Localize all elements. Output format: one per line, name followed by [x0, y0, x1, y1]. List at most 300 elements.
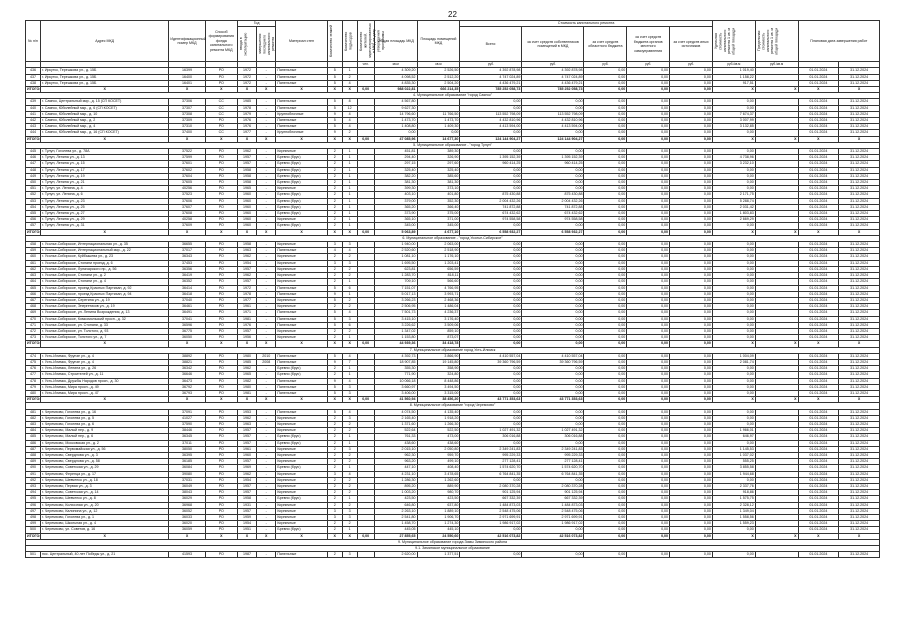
table-cell: 0,00: [584, 130, 627, 136]
table-cell: 469: [26, 310, 41, 316]
table-cell: 2 541,80: [374, 515, 417, 521]
table-cell: 2: [342, 459, 357, 465]
table-cell: 0,00: [712, 316, 755, 322]
table-cell: 0,00: [627, 173, 670, 179]
table-cell: 2: [327, 335, 342, 341]
table-cell: 0,00: [584, 279, 627, 285]
table-cell: РО: [205, 180, 237, 186]
table-cell: РО: [205, 477, 237, 483]
table-cell: X: [205, 229, 237, 235]
table-cell: 2 063,00: [417, 242, 460, 248]
table-cell: 0,00: [712, 415, 755, 421]
table-cell: 4: [342, 310, 357, 316]
table-cell: РО: [205, 248, 237, 254]
table-cell: 0,00: [522, 248, 584, 254]
table-cell: 0,00: [460, 366, 522, 372]
table-cell: 1965: [237, 186, 256, 192]
table-cell: 1 145,53: [712, 446, 755, 452]
table-cell: Бревно (брус): [276, 496, 327, 502]
table-cell: -: [257, 496, 276, 502]
table-cell: 0,00: [712, 552, 755, 558]
table-cell: -: [257, 68, 276, 74]
header-ident: Идентификационный номер МКД: [169, 21, 205, 62]
table-cell: 2: [327, 496, 342, 502]
table-cell: г. Иркутск, Терешкова ул., д. 15Б: [40, 68, 168, 74]
table-cell: 0,00: [670, 434, 713, 440]
table-cell: Панельные: [276, 105, 327, 111]
table-cell: 0,00: [460, 341, 522, 347]
table-cell: 10 066,18: [374, 378, 417, 384]
table-cell: Бревно (брус): [276, 434, 327, 440]
table-cell: Бревно (брус): [276, 204, 327, 210]
table-cell: 0,00: [627, 124, 670, 130]
table-cell: Кирпичные: [276, 242, 327, 248]
table-cell: 01.01.2024: [798, 310, 839, 316]
table-cell: 0,00: [584, 409, 627, 415]
table-cell: 0,00: [627, 279, 670, 285]
table-cell: 40258: [169, 217, 205, 223]
table-cell: 454: [26, 204, 41, 210]
table-cell: 2: [342, 304, 357, 310]
table-cell: 37590: [169, 421, 205, 427]
table-cell: 465: [26, 285, 41, 291]
table-cell: 859,10: [417, 328, 460, 334]
table-cell: 3 660,97: [374, 384, 417, 390]
table-cell: 0,00: [584, 161, 627, 167]
table-cell: 918,86: [712, 490, 755, 496]
table-cell: 358,90: [417, 366, 460, 372]
table-cell: 1 940,00: [374, 242, 417, 248]
table-cell: г. Черемхово, ул. Советов, д. 16: [40, 527, 168, 533]
page-number: 22: [448, 10, 457, 19]
table-cell: 1: [342, 155, 357, 161]
table-cell: 2: [327, 527, 342, 533]
table-cell: РО: [205, 366, 237, 372]
table-cell: X: [205, 87, 237, 93]
table-cell: 0,00: [670, 211, 713, 217]
table-cell: 0,00: [460, 167, 522, 173]
table-cell: -: [257, 149, 276, 155]
table-cell: РО: [205, 297, 237, 303]
table-cell: 0,00: [670, 130, 713, 136]
table-cell: -: [257, 378, 276, 384]
table-cell: 499,10: [417, 459, 460, 465]
table-cell: X: [839, 136, 880, 142]
table-cell: 0,00: [712, 260, 755, 266]
table-cell: 1958: [237, 242, 256, 248]
table-cell: 37306: [169, 99, 205, 105]
table-cell: 1 266,30: [417, 421, 460, 427]
program-table-sheet: [25, 20, 880, 558]
table-cell: 39 360 796,59: [522, 359, 584, 365]
table-cell: РО: [205, 459, 237, 465]
table-cell: 31.12.2024: [839, 465, 880, 471]
table-cell: 124 144 904,27: [522, 136, 584, 142]
table-cell: 4 392 878,98: [522, 68, 584, 74]
table-cell: 01.01.2024: [798, 484, 839, 490]
table-cell: 381,30: [417, 180, 460, 186]
table-cell: 37040: [169, 297, 205, 303]
table-cell: 0,00: [584, 452, 627, 458]
table-cell: 0,00: [627, 217, 670, 223]
table-cell: 457: [26, 223, 41, 229]
table-cell: 36345: [169, 434, 205, 440]
table-cell: 0,00: [712, 322, 755, 328]
table-cell: 0,00: [670, 496, 713, 502]
table-cell: 3: [342, 552, 357, 558]
table-cell: 352,30: [417, 198, 460, 204]
table-cell: 36352: [169, 279, 205, 285]
table-cell: 0,00: [584, 434, 627, 440]
table-cell: -: [257, 167, 276, 173]
table-cell: 3: [342, 384, 357, 390]
table-cell: 1956: [237, 335, 256, 341]
table-cell: X: [712, 341, 755, 347]
table-cell: 3: [327, 471, 342, 477]
table-cell: 0,00: [357, 229, 374, 235]
table-cell: г. Саянск, Юбилейный мкр., д. 2: [40, 118, 168, 124]
table-cell: 326,90: [417, 155, 460, 161]
table-cell: РО: [205, 428, 237, 434]
table-cell: 555,25: [712, 459, 755, 465]
table-cell: 0,00: [584, 421, 627, 427]
table-cell: 1 803,83: [712, 211, 755, 217]
table-cell: г. Усолье-Сибирское, Серегина ул., д. 19: [40, 297, 168, 303]
table-cell: Кирпичные: [276, 186, 327, 192]
table-cell: 1 473,70: [417, 118, 460, 124]
table-cell: 1971: [237, 310, 256, 316]
table-cell: 31.12.2024: [839, 223, 880, 229]
table-cell: 0,00: [627, 161, 670, 167]
table-cell: 0,00: [460, 260, 522, 266]
table-cell: 31.12.2024: [839, 372, 880, 378]
table-cell: 0,00: [584, 465, 627, 471]
table-cell: 37523: [169, 192, 205, 198]
table-cell: -: [257, 285, 276, 291]
table-cell: 485: [26, 434, 41, 440]
table-cell: 495: [26, 496, 41, 502]
table-cell: 0,00: [670, 118, 713, 124]
table-cell: X: [205, 341, 237, 347]
table-cell: 0,00: [627, 155, 670, 161]
table-cell: X: [755, 87, 798, 93]
table-cell: 1 906,70: [417, 515, 460, 521]
table-cell: 2 165,40: [374, 415, 417, 421]
table-cell: Бревно (брус): [276, 223, 327, 229]
table-cell: 1: [342, 198, 357, 204]
table-cell: 31.12.2024: [839, 421, 880, 427]
table-cell: СС: [205, 99, 237, 105]
table-cell: г. Усолье-Сибирское, Куйбышева ул., д. 23: [40, 254, 168, 260]
table-cell: 0,00: [522, 223, 584, 229]
table-cell: 01.01.2024: [798, 80, 839, 86]
table-cell: РО: [205, 384, 237, 390]
table-cell: 741 872,88: [522, 204, 584, 210]
table-cell: 785 252 058,73: [460, 87, 522, 93]
table-cell: 455: [26, 211, 41, 217]
table-cell: 0,00: [522, 99, 584, 105]
table-cell: 1: [342, 167, 357, 173]
table-cell: 0,00: [670, 192, 713, 198]
table-cell: 0,00: [584, 180, 627, 186]
table-cell: 1: [342, 279, 357, 285]
table-cell: -: [257, 279, 276, 285]
table-cell: 9: [327, 359, 342, 365]
table-cell: Бревно (брус): [276, 527, 327, 533]
table-cell: 3 007,99: [712, 118, 755, 124]
table-cell: 0,00: [670, 167, 713, 173]
table-cell: 38043: [169, 490, 205, 496]
table-cell: 0,00: [670, 421, 713, 427]
table-cell: 0,00: [522, 477, 584, 483]
table-cell: 2: [327, 273, 342, 279]
table-cell: -: [257, 304, 276, 310]
table-cell: 450: [26, 180, 41, 186]
table-cell: 1954: [237, 521, 256, 527]
table-cell: 0,00: [584, 384, 627, 390]
table-cell: 0,00: [584, 248, 627, 254]
table-cell: 0,00: [670, 155, 713, 161]
table-cell: г. Черемхово, Первомайская ул., д. 56: [40, 446, 168, 452]
table-cell: 5: [327, 105, 342, 111]
table-cell: 7: [342, 359, 357, 365]
table-cell: 27 855,65: [374, 533, 417, 539]
table-cell: 486: [26, 440, 41, 446]
table-cell: X: [798, 341, 839, 347]
table-cell: 481: [26, 409, 41, 415]
table-cell: 0,00: [584, 167, 627, 173]
table-cell: 1972: [237, 68, 256, 74]
table-cell: 0,00: [627, 390, 670, 396]
table-cell: 0,00: [460, 372, 522, 378]
table-cell: X: [755, 229, 798, 235]
table-cell: 1957: [237, 328, 256, 334]
table-cell: 01.01.2024: [798, 384, 839, 390]
table-cell: 01.01.2024: [798, 477, 839, 483]
table-cell: 0,00: [627, 459, 670, 465]
table-cell: 472: [26, 328, 41, 334]
table-cell: 4: [342, 471, 357, 477]
table-cell: 0,00: [627, 465, 670, 471]
table-cell: 01.01.2024: [798, 173, 839, 179]
table-cell: Кирпичные: [276, 484, 327, 490]
table-cell: X: [257, 533, 276, 539]
section-title: 9.1. Зиминское муниципальное образование: [26, 546, 880, 552]
table-cell: 37608: [169, 211, 205, 217]
table-cell: 2008: [257, 359, 276, 365]
table-cell: 1 081,10: [374, 254, 417, 260]
table-cell: 1: [342, 192, 357, 198]
table-cell: 01.01.2024: [798, 105, 839, 111]
table-cell: 1953: [237, 409, 256, 415]
table-cell: 2 526,50: [417, 68, 460, 74]
table-cell: 1985: [237, 99, 256, 105]
table-cell: г. Черемхово, Свердлова ул., д. 58: [40, 459, 168, 465]
table-cell: 0,00: [712, 266, 755, 272]
table-cell: X: [237, 397, 256, 403]
table-cell: 0,00: [627, 366, 670, 372]
table-cell: 0,00: [670, 335, 713, 341]
table-cell: 01.01.2024: [798, 353, 839, 359]
table-cell: 2: [327, 490, 342, 496]
table-cell: 3 509,06: [417, 322, 460, 328]
table-cell: 3 266,23: [374, 297, 417, 303]
table-cell: 0,00: [670, 508, 713, 514]
table-cell: 0,00: [460, 316, 522, 322]
table-cell: 500: [26, 527, 41, 533]
table-cell: РО: [205, 273, 237, 279]
table-cell: X: [237, 533, 256, 539]
table-cell: РО: [205, 124, 237, 130]
table-cell: 6: [342, 322, 357, 328]
table-cell: -: [257, 266, 276, 272]
table-cell: 2: [327, 211, 342, 217]
table-cell: 0,00: [712, 366, 755, 372]
table-cell: 31.12.2024: [839, 242, 880, 248]
table-cell: [755, 552, 798, 558]
table-cell: 475: [26, 359, 41, 365]
table-cell: 01.01.2024: [798, 378, 839, 384]
table-cell: 37599: [169, 155, 205, 161]
table-cell: 2: [342, 521, 357, 527]
table-cell: 9: [327, 291, 342, 297]
table-cell: 674 432,62: [460, 211, 522, 217]
table-cell: -: [257, 465, 276, 471]
table-cell: 37308: [169, 111, 205, 117]
table-cell: 2: [327, 440, 342, 446]
table-cell: 0,00: [460, 477, 522, 483]
table-cell: 4 392,73: [374, 353, 417, 359]
table-cell: 0,00: [522, 149, 584, 155]
table-cell: 3: [342, 390, 357, 396]
table-cell: Бревно (брус): [276, 440, 327, 446]
table-cell: 1: [342, 211, 357, 217]
table-cell: X: [755, 341, 798, 347]
table-cell: 2 548 475,06: [522, 508, 584, 514]
table-cell: г. Черемхово, Свердлова ул., д. 3: [40, 452, 168, 458]
table-cell: 501: [26, 552, 41, 558]
table-cell: 0,00: [627, 130, 670, 136]
table-cell: 7 674,37: [712, 111, 755, 117]
table-cell: 31.12.2024: [839, 273, 880, 279]
table-cell: 0,00: [460, 273, 522, 279]
table-cell: 37310: [169, 124, 205, 130]
table-cell: 1951: [237, 527, 256, 533]
table-cell: г. Тулун, Ленина ул., д. 25: [40, 204, 168, 210]
table-cell: 37031: [169, 477, 205, 483]
table-cell: 37307: [169, 105, 205, 111]
table-cell: 499: [26, 521, 41, 527]
table-cell: 0,00: [584, 124, 627, 130]
table-cell: 38892: [169, 353, 205, 359]
table-cell: 959,70: [417, 452, 460, 458]
table-cell: 467: [26, 297, 41, 303]
table-cell: 1 484 873,03: [522, 502, 584, 508]
table-cell: 1963: [237, 421, 256, 427]
table-cell: 1960: [237, 192, 256, 198]
table-cell: 37041: [169, 316, 205, 322]
table-cell: 36418: [169, 291, 205, 297]
table-cell: Бревно (брус): [276, 167, 327, 173]
table-cell: 0,00: [670, 440, 713, 446]
table-cell: 458: [26, 242, 41, 248]
table-cell: 2: [342, 266, 357, 272]
header-premises-area: Площадь помещений МКД: [417, 21, 460, 62]
table-cell: 36049: [169, 484, 205, 490]
table-cell: -: [257, 552, 276, 558]
table-cell: X: [257, 229, 276, 235]
table-cell: X: [712, 533, 755, 539]
table-cell: Крупноблочные: [276, 130, 327, 136]
table-cell: 124 144 904,27: [460, 136, 522, 142]
table-cell: 0,00: [627, 452, 670, 458]
table-cell: 31.12.2024: [839, 254, 880, 260]
table-cell: 01.01.2024: [798, 118, 839, 124]
table-cell: 2: [342, 421, 357, 427]
table-cell: 277 128,41: [522, 459, 584, 465]
section-title: 4. Муниципальное образование "город Саянск": [26, 93, 880, 99]
table-cell: 1957: [237, 428, 256, 434]
table-cell: 2 050,80: [417, 446, 460, 452]
table-cell: 37606: [169, 198, 205, 204]
table-cell: 5 288,74: [712, 198, 755, 204]
table-cell: 0,00: [712, 279, 755, 285]
table-cell: 4 747 024,89: [522, 74, 584, 80]
table-cell: 3 866,90: [417, 353, 460, 359]
table-cell: 1: [342, 180, 357, 186]
table-cell: Кирпичные: [276, 502, 327, 508]
table-cell: X: [276, 397, 327, 403]
table-cell: 44 939,36: [374, 341, 417, 347]
table-cell: 01.01.2024: [798, 304, 839, 310]
table-cell: 1 395 152,39: [460, 155, 522, 161]
table-cell: 3 132,85: [712, 124, 755, 130]
table-cell: РО: [205, 80, 237, 86]
table-cell: 2 669,29: [712, 217, 755, 223]
table-cell: 01.01.2024: [798, 266, 839, 272]
header-max-cost: Предельная стоимость капитального ремонта 1 кв. м общей площади: [755, 21, 798, 62]
table-cell: 345,00: [417, 223, 460, 229]
table-cell: 31.12.2024: [839, 515, 880, 521]
table-cell: 2: [327, 167, 342, 173]
table-cell: 3 415,10: [374, 316, 417, 322]
table-cell: 1 575,75: [712, 496, 755, 502]
table-cell: РО: [205, 316, 237, 322]
table-cell: 2 518,90: [417, 248, 460, 254]
table-cell: 31.12.2024: [839, 186, 880, 192]
table-cell: X: [798, 229, 839, 235]
table-cell: 41027: [169, 415, 205, 421]
table-cell: 1 176,10: [417, 254, 460, 260]
table-cell: РО: [205, 421, 237, 427]
table-cell: 0,00: [712, 384, 755, 390]
table-cell: 4: [342, 124, 357, 130]
table-cell: 0,00: [627, 167, 670, 173]
table-cell: 0,00: [627, 384, 670, 390]
table-cell: г. Усть-Илимск, Мира просп., д. 49: [40, 384, 168, 390]
table-cell: X: [169, 136, 205, 142]
table-cell: 0,00: [627, 434, 670, 440]
table-cell: Бревно (брус): [276, 198, 327, 204]
table-cell: 36020: [169, 521, 205, 527]
table-cell: 2: [327, 552, 342, 558]
table-cell: 1957: [237, 459, 256, 465]
table-cell: 0,00: [584, 242, 627, 248]
table-cell: 0,00: [627, 552, 670, 558]
table-cell: 01.01.2024: [798, 465, 839, 471]
table-cell: 2 328,12: [712, 502, 755, 508]
table-cell: 408,40: [417, 465, 460, 471]
